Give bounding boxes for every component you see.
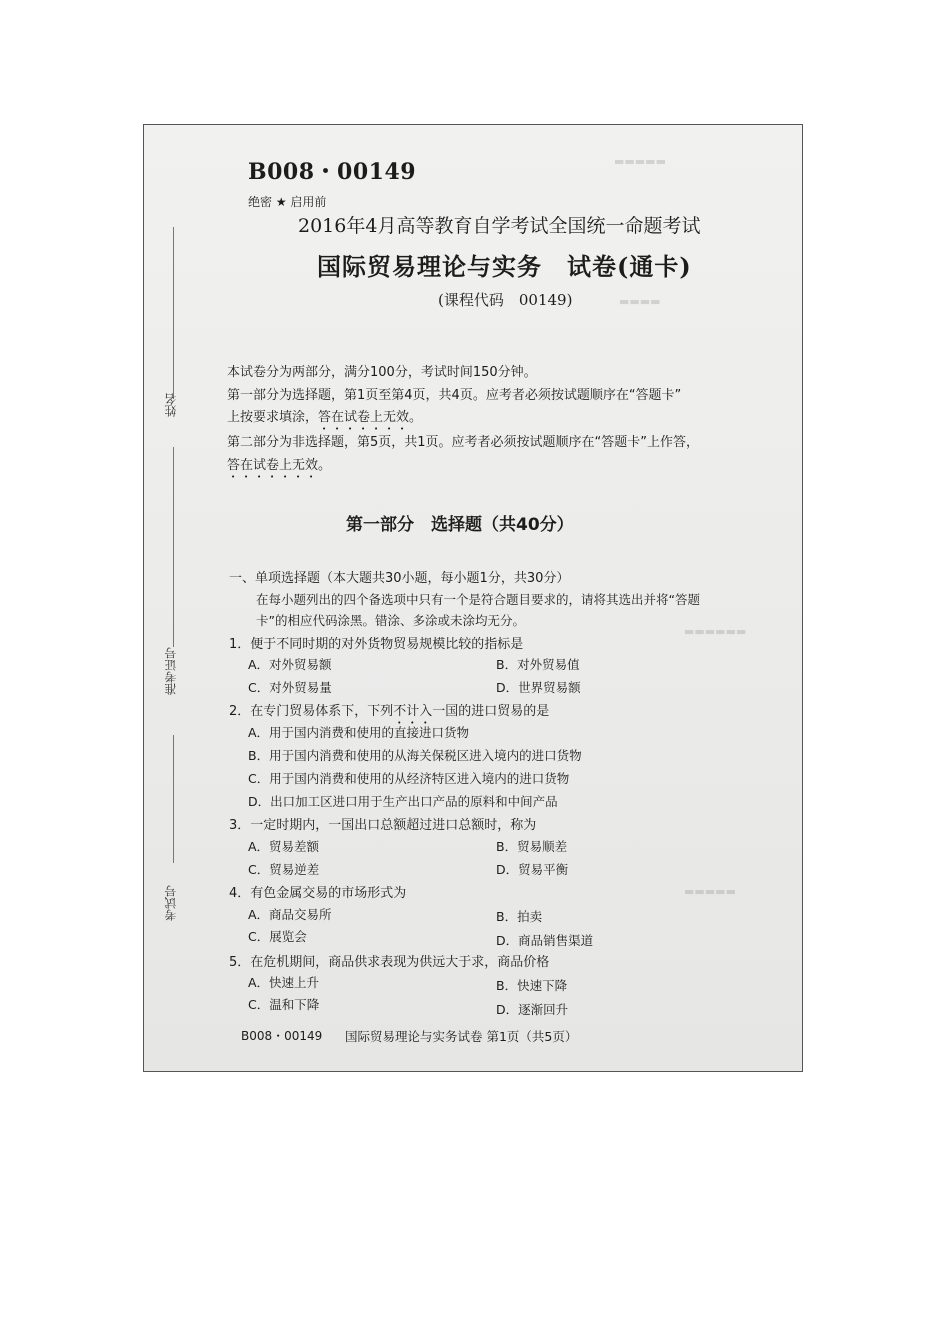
option-a: A．对外贸易额 [248, 657, 332, 672]
exam-title: 2016年4月高等教育自学考试全国统一命题考试 [298, 215, 701, 237]
binding-margin-line [173, 227, 174, 399]
bleed-through-text: ▬▬▬▬ [619, 295, 661, 308]
bleed-through-text: ▬▬▬▬▬ [614, 155, 666, 168]
option-d: D．商品销售渠道 [496, 933, 594, 948]
exam-paper-page [143, 124, 803, 1072]
name-label: 姓名 [164, 393, 178, 417]
option-c: C．贸易逆差 [248, 862, 320, 877]
admission-number-label: 准考证号 [164, 647, 178, 695]
option-d: D．出口加工区进口用于生产出口产品的原料和中间产品 [248, 794, 558, 809]
binding-margin-line [173, 735, 174, 863]
option-a: A．用于国内消费和使用的直接进口货物 [248, 725, 470, 740]
section-heading: 一、单项选择题（本大题共30小题，每小题1分，共30分） [229, 571, 570, 586]
part-one-title: 第一部分 选择题（共40分） [346, 515, 574, 535]
option-b: B．对外贸易值 [496, 657, 580, 672]
option-a: A．快速上升 [248, 975, 320, 990]
footer-code: B008・00149 [241, 1029, 323, 1043]
option-c: C．对外贸易量 [248, 680, 332, 695]
option-c: C．温和下降 [248, 997, 320, 1012]
intro-line: 第一部分为选择题，第1页至第4页，共4页。应考者必须按试题顺序在“答题卡” [227, 388, 682, 403]
question-stem: 2．在专门贸易体系下，下列不计入一国的进口贸易的是 [229, 704, 550, 719]
option-c: C．展览会 [248, 929, 307, 944]
binding-margin-line [173, 447, 174, 647]
option-b: B．拍卖 [496, 909, 543, 924]
option-a: A．贸易差额 [248, 839, 320, 854]
option-d: D．贸易平衡 [496, 862, 569, 877]
question-stem: 1．便于不同时期的对外货物贸易规模比较的指标是 [229, 637, 524, 652]
bleed-through-text: ▬▬▬▬▬▬ [684, 625, 747, 638]
question-stem: 4．有色金属交易的市场形式为 [229, 886, 407, 901]
section-instruction: 卡”的相应代码涂黑。错涂、多涂或未涂均无分。 [256, 613, 525, 628]
option-c: C．用于国内消费和使用的从经济特区进入境内的进口货物 [248, 771, 570, 786]
secret-mark: 绝密 ★ 启用前 [248, 195, 327, 209]
option-d: D．逐渐回升 [496, 1002, 569, 1017]
bleed-through-text: ▬▬▬▬▬ [684, 885, 736, 898]
course-code: (课程代码 00149) [438, 291, 573, 309]
exam-number-label: 考试号 [164, 885, 178, 921]
question-stem: 5．在危机期间，商品供求表现为供远大于求，商品价格 [229, 955, 550, 970]
footer-page-info: 国际贸易理论与实务试卷 第1页（共5页） [345, 1029, 578, 1044]
option-b: B．用于国内消费和使用的从海关保税区进入境内的进口货物 [248, 748, 582, 763]
intro-line: 上按要求填涂，答在试卷上无效。 [227, 410, 423, 425]
section-instruction: 在每小题列出的四个备选项中只有一个是符合题目要求的，请将其选出并将“答题 [256, 592, 700, 607]
intro-line: 本试卷分为两部分，满分100分，考试时间150分钟。 [227, 365, 537, 380]
option-b: B．贸易顺差 [496, 839, 568, 854]
intro-line: 答在试卷上无效。 [227, 458, 332, 473]
option-b: B．快速下降 [496, 978, 568, 993]
option-a: A．商品交易所 [248, 907, 332, 922]
subject-title: 国际贸易理论与实务 试卷(通卡) [317, 252, 692, 281]
option-d: D．世界贸易额 [496, 680, 581, 695]
question-stem: 3．一定时期内，一国出口总额超过进口总额时，称为 [229, 818, 537, 833]
paper-code: B008・00149 [248, 159, 417, 185]
intro-line: 第二部分为非选择题，第5页，共1页。应考者必须按试题顺序在“答题卡”上作答， [227, 435, 700, 450]
